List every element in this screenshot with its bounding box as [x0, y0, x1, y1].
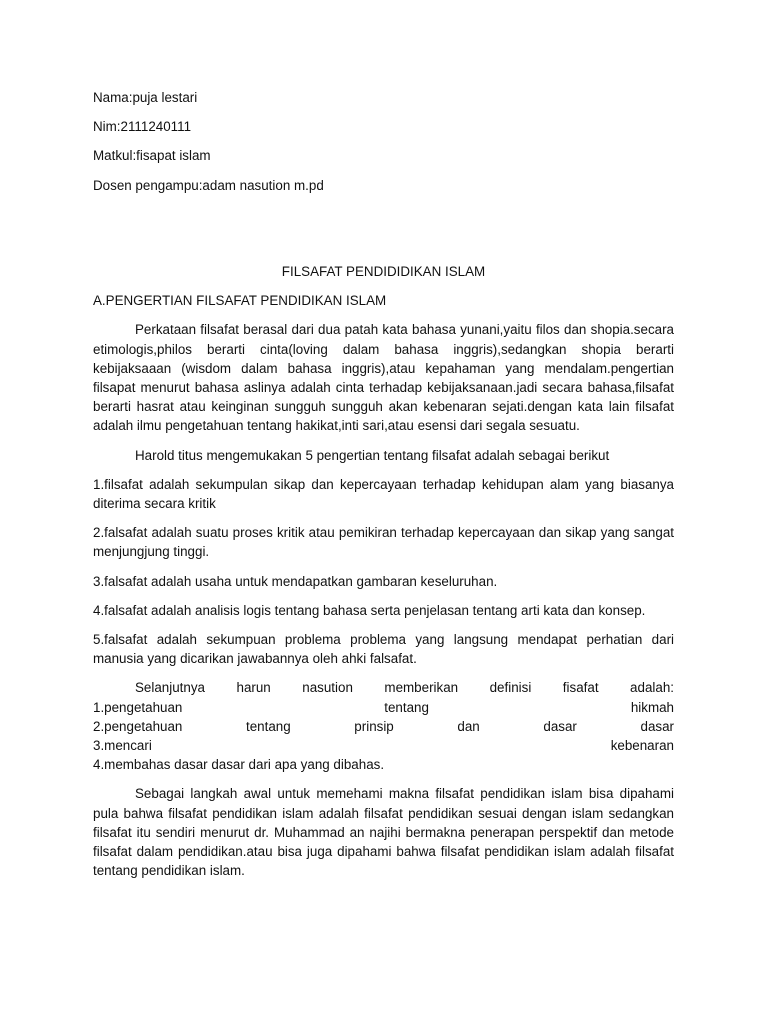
document-title: FILSAFAT PENDIDIDIKAN ISLAM [281, 264, 486, 279]
student-info [93, 88, 674, 205]
document-body [93, 262, 674, 880]
course-name: Matkul:fisapat islam [93, 148, 211, 164]
harun-nasution-block [93, 678, 674, 774]
list-item: 5.falsafat adalah sekumpuan problema problema yang langsung mendapat perhatian dari manusia yang dicarikan jawabannya oleh ahki falsafat. [93, 632, 674, 667]
harun-line: Selanjutnya harun nasution memberikan definisi fisafat adalah: [135, 680, 674, 696]
harun-line: 1.pengetahuan tentang hikmah [93, 699, 674, 715]
list-item: 2.falsafat adalah suatu proses kritik atau pemikiran terhadap kepercayaan dan sikap yang sangat menjungjung tinggi. [93, 525, 674, 560]
paragraph-definition: Perkataan filsafat berasal dari dua patah kata bahasa yunani,yaitu filos dan shopia.secara etimologis,philos berarti cinta(loving dalam bahasa inggris),sedangkan shopia berarti kebijaksaaan (wisdom dalam bahasa inggris),atau kepahaman yang mendalam.pengertian filsapat menurut bahasa aslinya adalah cinta terhadap kebijaksanaan.jadi secara bahasa,filsafat berarti hasrat atau keinginan sungguh sungguh akan kebenaran sejati.dengan kata lain filsafat adalah ilmu pengetahuan tentang hakikat,inti sari,atau esensi dari segala sesuatu. [93, 322, 674, 434]
paragraph-filsafat-pendidikan: Sebagai langkah awal untuk memehami makna filsafat pendidikan islam bisa dipahami pula bahwa filsafat pendidikan islam adalah filsafat pendidikan sesuai dengan islam sedangkan filsafat itu sendiri menurut dr. Muhammad an najihi bermakna penerapan perspektif dan metode filsafat dalam pendidikan.atau bisa juga dipahami bahwa filsafat pendidikan islam adalah filsafat tentang pendidikan islam. [93, 786, 674, 879]
list-item: 1.filsafat adalah sekumpulan sikap dan kepercayaan terhadap kehidupan alam yang biasanya diterima secara kritik [93, 476, 674, 512]
student-name: Nama:puja lestari [93, 90, 198, 105]
list-item: 3.falsafat adalah usaha untuk mendapatkan gambaran keseluruhan. [93, 573, 498, 589]
list-item: 4.falsafat adalah analisis logis tentang bahasa serta penjelasan tentang arti kata dan konsep. [93, 602, 646, 618]
harun-line: 2.pengetahuan tentang prinsip dan dasar dasar [93, 718, 674, 734]
student-nim: Nim:2111240111 [93, 119, 192, 135]
section-heading: A.PENGERTIAN FILSAFAT PENDIDIKAN ISLAM [93, 293, 387, 309]
lecturer-name: Dosen pengampu:adam nasution m.pd [93, 177, 324, 193]
paragraph-harold-titus: Harold titus mengemukakan 5 pengertian tentang filsafat adalah sebagai berikut [135, 447, 610, 463]
harun-line: 3.mencari kebenaran [93, 738, 674, 754]
harun-line: 4.membahas dasar dasar dari apa yang dibahas. [93, 757, 385, 773]
